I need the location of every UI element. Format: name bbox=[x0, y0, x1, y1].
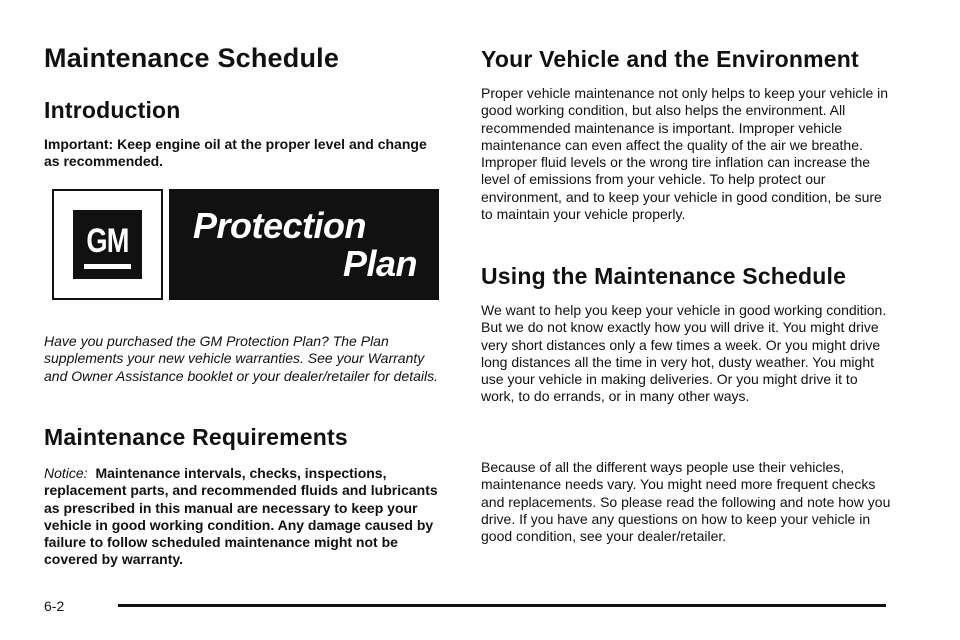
protection-plan-badge bbox=[169, 189, 439, 300]
footer-rule bbox=[118, 604, 886, 607]
notice-label: Notice: bbox=[44, 465, 88, 481]
using-schedule-heading: Using the Maintenance Schedule bbox=[481, 263, 847, 289]
gm-logo bbox=[52, 189, 163, 300]
notice-text: Maintenance intervals, checks, inspections, replacement parts, and recommended fluids and lubricants as prescribed in this manual are necessary to keep your vehicle in good working condition. Any damage caused by failure to follow scheduled maintenance might not be covered by warranty. bbox=[44, 465, 438, 568]
protection-plan-line2: Plan bbox=[342, 243, 417, 284]
environment-paragraph: Proper vehicle maintenance not only helps to keep your vehicle in good working condition, but also helps the environment. All recommended maintenance is important. Improper vehicle maintenance can even affect the quality of the air we breathe. Improper fluid levels or the wrong tire inflation can increase the level of emissions from your vehicle. To help protect our environment, and to keep your vehicle in good condition, be sure to maintain your vehicle properly. bbox=[481, 85, 889, 223]
important-note: Important: Keep engine oil at the proper level and change as recommended. bbox=[44, 136, 427, 170]
maintenance-requirements-heading: Maintenance Requirements bbox=[44, 424, 348, 450]
page-title: Maintenance Schedule bbox=[44, 43, 340, 73]
gm-protection-plan-logo bbox=[52, 189, 439, 300]
page-number: 6-2 bbox=[44, 598, 65, 614]
using-schedule-paragraph-2: Because of all the different ways people use their vehicles, maintenance needs vary. You might need more frequent checks and replacements. So please read the following and note how you drive. If you have any questions on how to keep your vehicle in good condition, see your dealer/retailer. bbox=[481, 459, 891, 545]
protection-plan-paragraph: Have you purchased the GM Protection Plan? The Plan supplements your new vehicle warranties. See your Warranty and Owner Assistance booklet or your dealer/retailer for details. bbox=[44, 333, 439, 384]
gm-logo-text: GM bbox=[86, 222, 129, 260]
notice-paragraph bbox=[44, 465, 452, 569]
introduction-heading: Introduction bbox=[44, 97, 181, 123]
using-schedule-paragraph-1: We want to help you keep your vehicle in good working condition. But we do not know exactly how you will drive it. You might drive very short distances only a few times a week. Or you might drive long distances all the time in very hot, dusty weather. You might use your vehicle in making deliveries. Or you might drive it to work, to do errands, or in many other ways. bbox=[481, 302, 887, 405]
environment-heading: Your Vehicle and the Environment bbox=[481, 46, 859, 72]
protection-plan-line1: Protection bbox=[193, 205, 367, 246]
